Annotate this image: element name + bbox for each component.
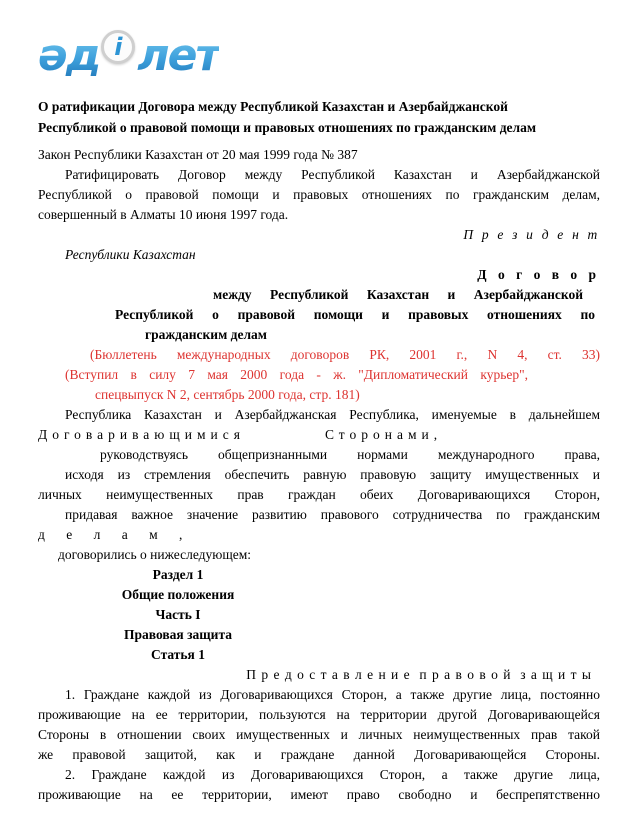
section-heading-razdel: Раздел 1 <box>152 567 204 582</box>
paragraph-line <box>38 425 600 445</box>
signature-president: П р е з и д е н т <box>463 227 600 242</box>
paragraph-line: Республикой о правовой помощи и правовых отношениях по гражданским делам, <box>38 187 600 202</box>
treaty-heading-line: между Республикой Казахстан и Азербайджанской <box>213 287 583 302</box>
spaced-phrase: Сторонами, <box>324 427 443 442</box>
document-body <box>38 96 600 805</box>
article-subtitle: П р е д о с т а в л е н и е п р а в о в о й з а щ и т ы <box>246 667 592 682</box>
law-reference: Закон Республики Казахстан от 20 мая 1999 года № 387 <box>38 147 358 162</box>
treaty-heading-line: Республикой о правовой помощи и правовых отношениях по <box>115 307 595 322</box>
paragraph-line: совершенный в Алматы 10 июня 1997 года. <box>38 207 289 222</box>
section-heading-obshchie: Общие положения <box>121 587 235 602</box>
paragraph-line: 2. Граждане каждой из Договаривающихся Сторон, а также другие лица, <box>65 767 600 782</box>
paragraph-line: Ратифицировать Договор между Республикой Казахстан и Азербайджанской <box>65 167 600 182</box>
publication-note: (Бюллетень международных договоров РК, 2001 г., N 4, ст. 33) <box>90 347 600 362</box>
publication-note: (Вступил в силу 7 мая 2000 года - ж. "Дипломатический курьер", <box>65 367 528 382</box>
treaty-heading-line: гражданским делам <box>145 327 267 342</box>
paragraph-line: договорились о нижеследующем: <box>58 547 252 562</box>
logo-lens-letter: і <box>114 33 123 61</box>
signature-republic: Республики Казахстан <box>65 247 196 262</box>
paragraph-line: проживающие на ее территории, имеют право свободно и беспрепятственно <box>38 787 600 802</box>
document-title-line-2: Республикой о правовой помощи и правовых отношениях по гражданским делам <box>38 120 537 135</box>
logo-text-right: лет <box>137 28 219 84</box>
section-heading-pravovaya: Правовая защита <box>124 627 232 642</box>
paragraph-line: исходя из стремления обеспечить равную правовую защиту имущественных и <box>65 467 600 482</box>
section-heading-chast: Часть I <box>155 607 201 622</box>
paragraph-line: Стороны в отношении своих имущественных и личных неимущественных прав такой <box>38 727 600 742</box>
paragraph-line: Республика Казахстан и Азербайджанская Республика, именуемые в дальнейшем <box>65 407 600 422</box>
paragraph-line: же правовой защитой, как и граждане данной Договаривающейся Стороны. <box>38 747 600 762</box>
publication-note: спецвыпуск N 2, сентябрь 2000 года, стр. 181) <box>95 387 360 402</box>
document-title-line-1: О ратификации Договора между Республикой Казахстан и Азербайджанской <box>38 99 508 114</box>
paragraph-line: д е л а м , <box>38 527 192 542</box>
section-heading-statya: Статья 1 <box>151 647 205 662</box>
logo-text-left: әд <box>38 28 99 84</box>
document-title <box>38 96 600 138</box>
adilet-logo[interactable] <box>38 28 640 84</box>
spaced-phrase: Договаривающимися <box>38 427 245 442</box>
magnifier-icon <box>101 30 135 64</box>
paragraph-line: личных неимущественных прав граждан обеих Договаривающихся Сторон, <box>38 487 600 502</box>
paragraph-line: придавая важное значение развитию правового сотрудничества по гражданским <box>65 507 600 522</box>
section-headings <box>38 565 318 665</box>
paragraph-line: 1. Граждане каждой из Договаривающихся Сторон, а также другие лица, постоянно <box>65 687 600 702</box>
paragraph-line: руководствуясь общепризнанными нормами международного права, <box>100 447 600 462</box>
paragraph-line: проживающие на ее территории, пользуются на территории другой Договаривающейся <box>38 707 600 722</box>
treaty-heading-line: Д о г о в о р <box>477 267 600 282</box>
